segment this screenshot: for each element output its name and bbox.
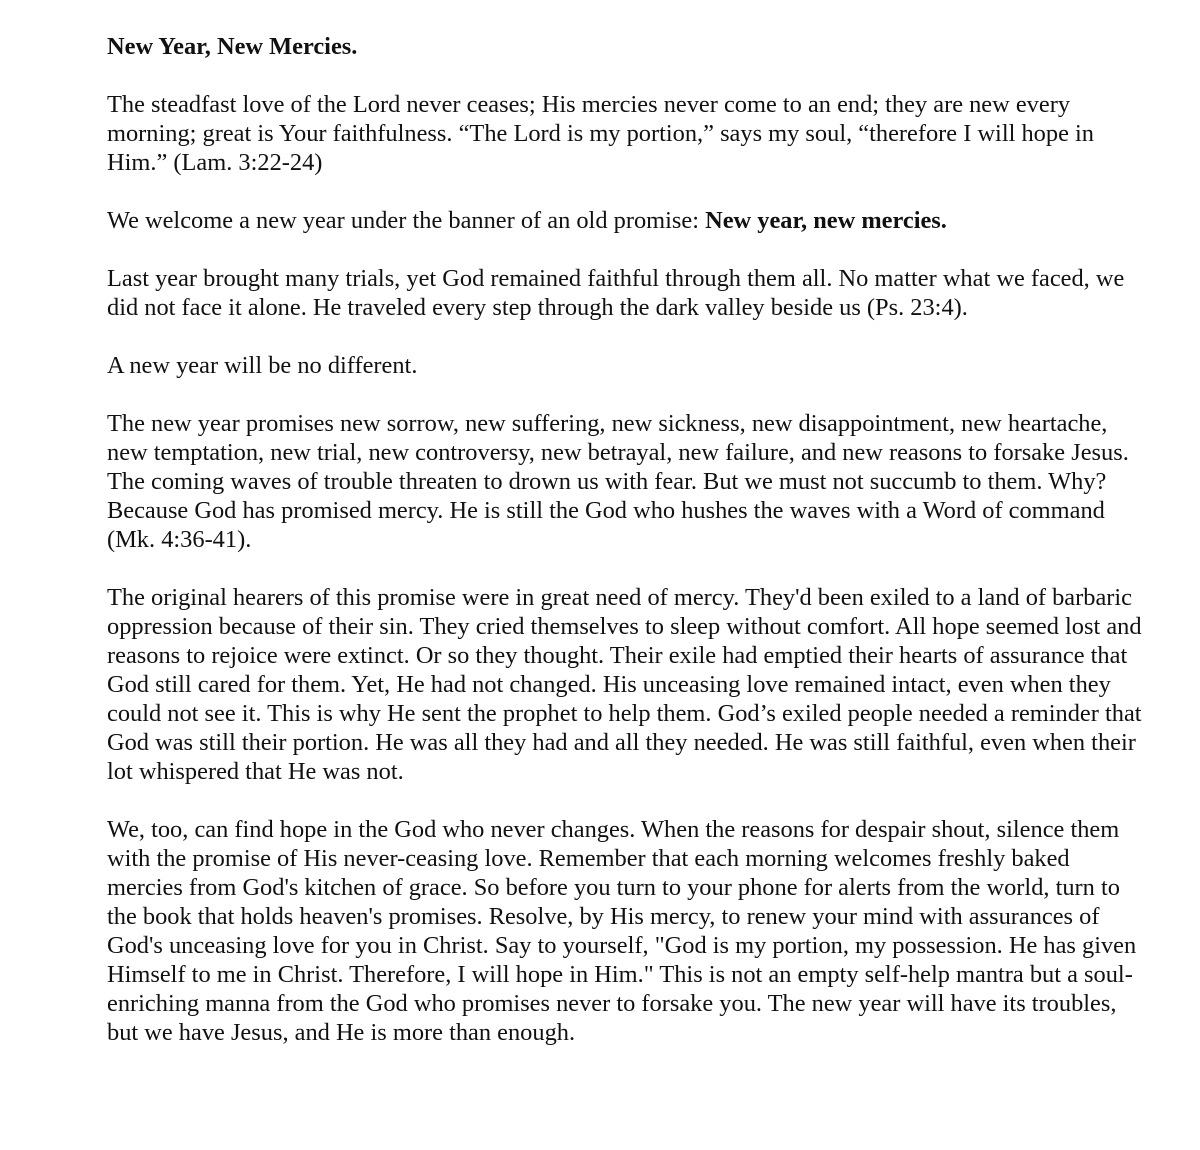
scripture-quote-paragraph: The steadfast love of the Lord never ceases; His mercies never come to an end; they are new every morning; great is Your faithfulness. “The Lord is my portion,” says my soul, “therefore I will hope in Him.” (Lam. 3:22-24) (107, 91, 1094, 176)
document-title: New Year, New Mercies. (107, 33, 358, 60)
intro-paragraph (107, 206, 1147, 235)
intro-text: We welcome a new year under the banner of an old promise: (107, 207, 706, 234)
no-different-paragraph: A new year will be no different. (107, 352, 418, 379)
last-year-paragraph: Last year brought many trials, yet God remained faithful through them all. No matter what we faced, we did not face it alone. He traveled every step through the dark valley beside us (Ps. 23:4). (107, 265, 1125, 321)
new-year-troubles-paragraph: The new year promises new sorrow, new suffering, new sickness, new disappointment, new heartache, new temptation, new trial, new controversy, new betrayal, new failure, and new reasons to forsake Jesus. The coming waves of trouble threaten to drown us with fear. But we must not succumb to them. Why? Because God has promised mercy. He is still the God who hushes the waves with a Word of command (Mk. 4:36-41). (107, 410, 1129, 553)
hope-paragraph: We, too, can find hope in the God who never changes. When the reasons for despair shout, silence them with the promise of His never-ceasing love. Remember that each morning welcomes freshly baked mercies from God's kitchen of grace. So before you turn to your phone for alerts from the world, turn to the book that holds heaven's promises. Resolve, by His mercy, to renew your mind with assurances of God's unceasing love for you in Christ. Say to yourself, "God is my portion, my possession. He has given Himself to me in Christ. Therefore, I will hope in Him." This is not an empty self-help mantra but a soul-enriching manna from the God who promises never to forsake you. The new year will have its troubles, but we have Jesus, and He is more than enough. (107, 816, 1137, 1046)
intro-bold-text: New year, new mercies. (705, 207, 947, 234)
document-page (107, 32, 1147, 1047)
original-hearers-paragraph: The original hearers of this promise were in great need of mercy. They'd been exiled to a land of barbaric oppression because of their sin. They cried themselves to sleep without comfort. All hope seemed lost and reasons to rejoice were extinct. Or so they thought. Their exile had emptied their hearts of assurance that God still cared for them. Yet, He had not changed. His unceasing love remained intact, even when they could not see it. This is why He sent the prophet to help them. God’s exiled people needed a reminder that God was still their portion. He was all they had and all they needed. He was still faithful, even when their lot whispered that He was not. (107, 584, 1142, 785)
